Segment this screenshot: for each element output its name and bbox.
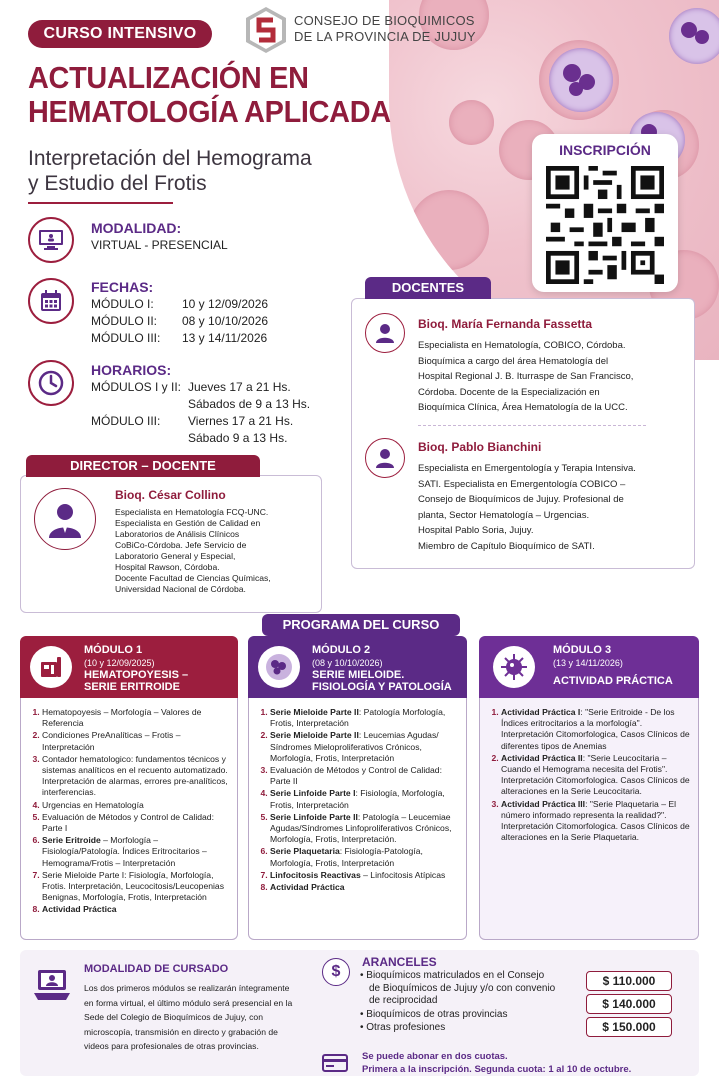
module-3-sub1: ACTIVIDAD PRÁCTICA [553, 675, 673, 687]
module-1-header [20, 636, 238, 698]
program-item: 3. Evaluación de Métodos y Control de Calidad: Parte II [270, 765, 462, 787]
docente-2-name: Bioq. Pablo Bianchini [418, 440, 542, 454]
director-tab: DIRECTOR – DOCENTE [26, 455, 260, 477]
docentes-tab: DOCENTES [365, 277, 491, 299]
calendar-icon [28, 278, 74, 324]
module-2-header [248, 636, 467, 698]
teacher-avatar-icon [365, 438, 405, 478]
program-item: 6. Serie Eritroide – Morfología – Fisiología/Patología. Índices Eritrocitarios – Hemograma/Frotis – Interpretación [42, 835, 233, 869]
card-icon [322, 1054, 348, 1077]
horario-mod3-a: Viernes 17 a 21 Hs. [188, 414, 294, 428]
fecha-mod3-date: 13 y 14/11/2026 [182, 331, 268, 345]
org-logo-icon [245, 6, 287, 54]
price-1: $ 110.000 [586, 971, 672, 991]
laptop-icon [33, 968, 71, 1009]
cuotas-info: Se puede abonar en dos cuotas. Primera a la inscripción. Segunda cuota: 1 al 10 de octubre. [362, 1051, 632, 1075]
cell-icon [258, 646, 300, 688]
horarios-label: HORARIOS: [91, 362, 172, 378]
program-item: 5. Serie Linfoide Parte II: Patología – Leucemiae Agudas/Síndromes Linfoproliferativos Crónicos, Morfología, Frotis, Interpretación. [270, 812, 462, 846]
aranceles-title: ARANCELES [362, 955, 437, 969]
module-3-dates: (13 y 14/11/2026) [553, 658, 623, 668]
clock-icon [28, 360, 74, 406]
module-3-content [479, 698, 699, 940]
programa-tab: PROGRAMA DEL CURSO [262, 614, 460, 636]
modalidad-label: MODALIDAD: [91, 220, 182, 236]
docente-2-desc: Especialista en Emergentología y Terapia Intensiva. SATI. Especialista en Emergentología COBICO – Consejo de Bioquímicos de Jujuy. Profesional de planta, Sector Hematología – Urgencias. Hospital Pablo Soria, Jujuy. Miembro de Capítulo Bioquímico de SATI. [418, 463, 636, 552]
program-item: 1. Actividad Práctica I: "Serie Eritroide - De los Índices eritrocitarios a la morfología". Interpretación Citomorfologica, Casos Clínicos de diferentes tipos de Anemias [501, 707, 694, 752]
horario-mod3-b: Sábado 9 a 13 Hs. [188, 431, 288, 445]
module-2-dates: (08 y 10/10/2026) [312, 658, 383, 668]
module-2-title: MÓDULO 2 [312, 644, 371, 656]
monitor-icon [28, 217, 74, 263]
program-item: 8. Actividad Práctica [42, 904, 233, 915]
module-2-list [255, 707, 462, 894]
module-2-sub2: FISIOLOGÍA Y PATOLOGÍA [312, 681, 452, 693]
cursado-title: MODALIDAD DE CURSADO [84, 963, 229, 975]
program-item: 1. Hematopoyesis – Morfología – Valores de Referencia [42, 707, 233, 729]
module-3-list [486, 707, 694, 844]
qr-code-icon[interactable] [544, 166, 666, 284]
fecha-mod2-label: MÓDULO II: [91, 314, 158, 328]
org-name: CONSEJO DE BIOQUIMICOS DE LA PROVINCIA DE JUJUY [294, 13, 476, 44]
course-subtitle: Interpretación del Hemograma y Estudio del Frotis [28, 147, 312, 195]
program-item: 6. Serie Plaquetaria: Fisiología-Patología, Morfología, Frotis, Interpretación [270, 846, 462, 868]
director-avatar-icon [34, 488, 96, 550]
module-1-dates: (10 y 12/09/2025) [84, 658, 155, 668]
fecha-mod2-date: 08 y 10/10/2026 [182, 314, 269, 328]
inscription-label: INSCRIPCIÓN [559, 142, 651, 158]
horario-mod3-label: MÓDULO III: [91, 414, 161, 428]
module-1-sub1: HEMATOPOYESIS – [84, 669, 189, 681]
program-item: 5. Evaluación de Métodos y Control de Calidad: Parte I [42, 812, 233, 834]
fee-item-3: • Otras profesiones [360, 1022, 446, 1033]
course-title: ACTUALIZACIÓN EN HEMATOLOGÍA APLICADA [28, 60, 391, 129]
fee-item-1: • Bioquímicos matriculados en el Consejo de Bioquímicos de Jujuy y/o con convenio de reciprocidad [360, 970, 556, 1006]
fecha-mod3-label: MÓDULO III: [91, 331, 161, 345]
module-2-content [248, 698, 467, 940]
program-item: 7. Serie Mieloide Parte I: Fisiología, Morfología, Frotis. Interpretación, Leucocitosis/Leucopenias Benignas, Morfología, Frotis, Interpretación [42, 870, 233, 904]
module-3-header [479, 636, 699, 698]
inscription-card[interactable] [532, 134, 678, 292]
program-item: 4. Urgencias en Hematología [42, 800, 233, 811]
divider [28, 202, 173, 204]
cursado-desc: Los dos primeros módulos se realizarán íntegramente en forma virtual, el último módulo será presencial en la Sede del Colegio de Bioquímicos de Jujuy, con microscopía, transmisión en directo y grabación de videos para profesionales de otras provincias. [84, 983, 293, 1051]
module-1-title: MÓDULO 1 [84, 644, 143, 656]
module-1-content [20, 698, 238, 940]
divider [418, 425, 646, 426]
fecha-mod1-date: 10 y 12/09/2026 [182, 297, 269, 311]
price-3: $ 150.000 [586, 1017, 672, 1037]
module-2-sub1: SERIE MIELOIDE. [312, 669, 405, 681]
program-item: 2. Actividad Práctica II: "Serie Leucocitaria – Cuando el Hemograma necesita del Frotis". Interpretación Citomorfologica. Casos Clínicos de alteraciones en la Serie Leucocitaria. [501, 753, 694, 798]
dollar-icon: $ [322, 958, 350, 986]
price-2: $ 140.000 [586, 994, 672, 1014]
module-1-sub2: SERIE ERITROIDE [84, 681, 180, 693]
horario-mod12-a: Jueves 17 a 21 Hs. [188, 380, 291, 394]
program-item: 8. Actividad Práctica [270, 882, 462, 893]
fechas-label: FECHAS: [91, 279, 154, 295]
horario-mod12-b: Sábados de 9 a 13 Hs. [188, 397, 311, 411]
modalidad-value: VIRTUAL - PRESENCIAL [91, 238, 228, 252]
program-item: 4. Serie Linfoide Parte I: Fisiología, Morfología, Frotis, Interpretación [270, 788, 462, 810]
program-item: 3. Actividad Práctica III: "Serie Plaquetaria – El número informado representa la realidad?". Interpretación Citomorfologica. Casos Clínicos de alteraciones en la Serie Plaquetaria. [501, 799, 694, 844]
module-3-title: MÓDULO 3 [553, 644, 612, 656]
course-type-badge: CURSO INTENSIVO [28, 20, 212, 48]
lab-analyzer-icon [30, 646, 72, 688]
fecha-mod1-label: MÓDULO I: [91, 297, 154, 311]
program-item: 1. Serie Mieloide Parte II: Patología Morfología, Frotis, Interpretación [270, 707, 462, 729]
teacher-avatar-icon [365, 313, 405, 353]
director-desc: Especialista en Hematología FCQ-UNC. Especialista en Gestión de Calidad en Laboratorios de Análisis Clínicos CoBiCo-Córdoba. Jefe Servicio de Laboratorio General y Especial, Hospital Rawson, Córdoba. Docente Facultad de Ciencias Químicas, Universidad Nacional de Córdoba. [115, 507, 271, 594]
horario-mod12-label: MÓDULOS I y II: [91, 380, 182, 394]
director-name: Bioq. César Collino [115, 488, 226, 502]
docente-1-name: Bioq. María Fernanda Fassetta [418, 317, 593, 331]
program-item: 3. Contador hematologico: fundamentos técnicos y sistemas analíticos en el recuento automatizado. Interpretación de alarmas, errores pre-analíticos, interferencias. [42, 754, 233, 799]
module-1-list [27, 707, 233, 917]
program-item: 2. Condiciones PreAnalíticas – Frotis – Interpretación [42, 730, 233, 752]
fee-item-2: • Bioquímicos de otras provincias [360, 1009, 508, 1020]
program-item: 2. Serie Mieloide Parte II: Leucemias Agudas/ Síndromes Mieloproliferativos Crónicos, Morfología, Frotis, Interpretación [270, 730, 462, 764]
program-item: 7. Linfocitosis Reactivas – Linfocitosis Atípicas [270, 870, 462, 881]
virus-icon [493, 646, 535, 688]
docente-1-desc: Especialista en Hematología, COBICO, Córdoba. Bioquímica a cargo del área Hematología del Hospital Regional J. B. Iturraspe de San Francisco, Córdoba. Docente de la Especialización en Bioquímica Clínica, Área Hematología de la UCC. [418, 340, 634, 413]
